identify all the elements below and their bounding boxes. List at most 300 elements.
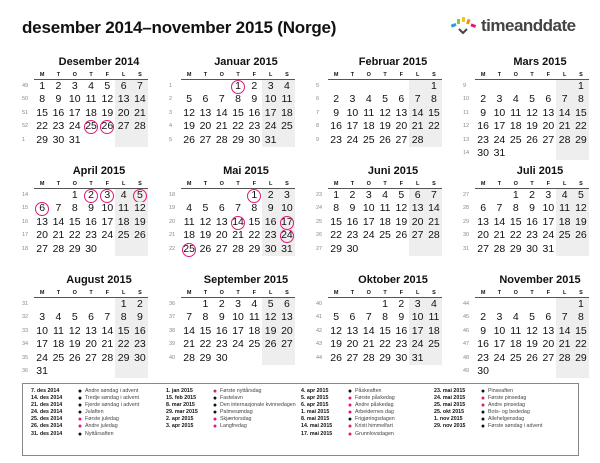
day-cell: 17 xyxy=(262,107,278,120)
day-cell: 7 xyxy=(132,80,148,93)
day-cell: 16 xyxy=(330,120,342,133)
holiday-name: Andre pinsedag xyxy=(488,402,526,409)
week-number: 16 xyxy=(22,218,29,225)
bullet-icon: ● xyxy=(77,430,83,438)
holiday-name: Skjærtorsdag xyxy=(220,416,252,423)
month-calendar xyxy=(316,165,458,256)
day-cell: 3 xyxy=(262,80,278,93)
holiday-date: 8. mai 2015 xyxy=(301,416,330,423)
weekday-header: M xyxy=(475,72,491,80)
day-cell: 14 xyxy=(101,324,114,337)
day-cell: 25 xyxy=(115,229,131,242)
day-cell: 15 xyxy=(248,215,261,228)
day-cell: 23 xyxy=(132,338,148,351)
weekday-header: F xyxy=(540,181,556,189)
empty-cell xyxy=(475,298,491,311)
day-cell: 22 xyxy=(199,338,212,351)
day-cell: 18 xyxy=(115,216,131,229)
day-cell: 24 xyxy=(68,120,81,133)
week-number: 9 xyxy=(316,136,320,143)
bullet-icon: ● xyxy=(77,409,83,417)
day-cell: 24 xyxy=(36,351,48,364)
day-cell: 27 xyxy=(542,351,555,364)
month-title: April 2015 xyxy=(72,165,126,177)
day-cell: 7 xyxy=(104,311,111,324)
day-cell: 13 xyxy=(477,215,489,228)
weekday-header: S xyxy=(573,290,589,298)
day-cell: 13 xyxy=(542,106,555,119)
bullet-icon: ● xyxy=(347,416,353,424)
week-number: 7 xyxy=(316,109,320,116)
empty-cell xyxy=(115,134,131,147)
day-cell: 8 xyxy=(202,311,209,324)
empty-cell xyxy=(540,365,556,378)
weekday-header: F xyxy=(99,72,115,80)
day-cell: 10 xyxy=(279,202,295,215)
holiday-date: 17. mai 2015 xyxy=(301,430,333,437)
bullet-icon: ● xyxy=(212,402,218,410)
week-number: 19 xyxy=(169,205,176,212)
weekday-header: M xyxy=(475,181,491,189)
day-cell: 21 xyxy=(409,120,425,133)
day-cell: 29 xyxy=(573,352,589,365)
day-cell: 15 xyxy=(379,324,391,337)
day-cell: 13 xyxy=(215,215,228,228)
day-cell: 14 xyxy=(409,107,425,120)
empty-cell xyxy=(377,80,393,93)
holiday-name: Bots- og bededag xyxy=(488,409,530,416)
weekday-header: F xyxy=(99,181,115,189)
empty-cell xyxy=(491,365,507,378)
weekday-header: F xyxy=(540,72,556,80)
day-cell: 11 xyxy=(556,202,572,215)
day-cell: 7 xyxy=(218,93,225,106)
empty-cell xyxy=(409,80,425,93)
day-cell: 13 xyxy=(36,215,48,228)
weekday-header: O xyxy=(214,72,230,80)
day-cell: 12 xyxy=(262,311,278,324)
empty-cell xyxy=(279,352,295,365)
weekday-header: O xyxy=(361,72,377,80)
month-title: Januar 2015 xyxy=(214,56,278,68)
bullet-icon: ● xyxy=(480,395,486,403)
day-cell: 19 xyxy=(68,338,81,351)
day-cell: 1 xyxy=(202,298,209,310)
week-number: 21 xyxy=(169,232,176,239)
day-cell: 16 xyxy=(215,324,228,337)
holiday-legend xyxy=(22,383,579,456)
day-cell: 16 xyxy=(248,106,261,119)
holiday-item xyxy=(301,409,435,416)
week-number: 32 xyxy=(22,314,29,321)
empty-cell xyxy=(426,243,442,256)
holiday-name: Grunnlovsdagen xyxy=(355,430,394,437)
holiday-column xyxy=(301,388,435,438)
day-cell: 5 xyxy=(333,311,340,324)
weekday-header: O xyxy=(508,290,524,298)
holiday-item xyxy=(301,402,435,409)
weekday-header: L xyxy=(115,290,131,298)
day-cell: 29 xyxy=(232,133,244,146)
month-calendar xyxy=(22,165,164,256)
bullet-icon: ● xyxy=(480,423,486,431)
day-cell: 14 xyxy=(556,325,572,338)
week-number: 14 xyxy=(22,192,29,198)
day-cell: 14 xyxy=(556,107,572,120)
day-cell: 28 xyxy=(556,134,572,147)
week-number: 36 xyxy=(22,367,29,374)
day-cell: 28 xyxy=(183,351,195,364)
day-cell: 30 xyxy=(132,352,148,365)
month-title: Desember 2014 xyxy=(58,56,140,68)
day-cell: 9 xyxy=(349,202,356,215)
week-number: 5 xyxy=(316,83,320,89)
empty-cell xyxy=(426,134,442,147)
empty-cell xyxy=(328,80,344,93)
day-cell: 28 xyxy=(232,242,244,255)
day-cell: 1 xyxy=(230,80,246,93)
day-cell: 1 xyxy=(71,189,78,201)
holiday-name: Kristi himmelfart xyxy=(355,423,393,430)
week-number: 41 xyxy=(316,314,323,321)
empty-cell xyxy=(508,147,524,160)
week-number: 45 xyxy=(463,314,470,321)
day-cell: 17 xyxy=(68,106,81,119)
week-number: 39 xyxy=(169,341,176,348)
day-cell: 9 xyxy=(480,324,487,337)
weekday-header: S xyxy=(132,181,148,189)
week-number: 27 xyxy=(463,192,470,198)
day-cell: 12 xyxy=(395,202,408,215)
weekday-header: T xyxy=(50,181,66,189)
empty-cell xyxy=(393,243,409,256)
weekday-header: O xyxy=(508,181,524,189)
empty-cell xyxy=(328,298,344,311)
day-cell: 30 xyxy=(477,364,489,377)
day-cell: 20 xyxy=(409,216,425,229)
empty-cell xyxy=(377,243,393,256)
day-cell: 30 xyxy=(85,242,97,255)
weekday-header: O xyxy=(214,181,230,189)
day-cell: 1 xyxy=(382,298,388,310)
day-cell: 19 xyxy=(573,216,589,229)
day-cell: 29 xyxy=(379,351,391,364)
empty-cell xyxy=(230,352,246,365)
day-cell: 19 xyxy=(379,120,391,133)
week-number: 4 xyxy=(169,123,173,130)
day-cell: 11 xyxy=(510,324,522,337)
month-calendar xyxy=(316,56,458,147)
week-number: 5 xyxy=(169,136,173,143)
day-cell: 18 xyxy=(509,338,522,351)
weekday-header: F xyxy=(393,72,409,80)
bullet-icon: ● xyxy=(212,388,218,395)
holiday-date: 21. des 2014 xyxy=(31,402,63,409)
week-number: 40 xyxy=(169,354,176,361)
day-cell: 3 xyxy=(496,93,503,106)
day-cell: 5 xyxy=(398,189,405,201)
weekday-header: L xyxy=(115,181,131,189)
weekday-header: T xyxy=(230,290,246,298)
day-cell: 25 xyxy=(362,133,375,146)
day-cell: 15 xyxy=(199,324,212,337)
day-cell: 5 xyxy=(202,202,209,215)
holiday-name: Første pinsedag xyxy=(488,395,527,402)
day-cell: 23 xyxy=(262,229,278,242)
day-cell: 28 xyxy=(556,352,572,365)
holiday-date: 25. mai 2015 xyxy=(434,402,466,409)
week-number: 38 xyxy=(169,327,176,334)
day-cell: 22 xyxy=(426,120,442,133)
empty-cell xyxy=(197,80,213,93)
day-cell: 10 xyxy=(542,202,555,215)
day-cell: 1 xyxy=(246,189,262,202)
empty-cell xyxy=(99,134,115,147)
day-cell: 21 xyxy=(132,107,148,120)
day-cell: 20 xyxy=(542,338,555,351)
empty-cell xyxy=(214,80,230,93)
holiday-name: Andre juledag xyxy=(85,423,118,430)
day-cell: 6 xyxy=(115,80,131,93)
day-cell: 4 xyxy=(512,93,519,106)
day-cell: 18 xyxy=(183,229,195,242)
day-cell: 31 xyxy=(68,133,81,146)
day-cell: 28 xyxy=(426,229,442,242)
day-cell: 14 xyxy=(426,202,442,215)
day-cell: 14 xyxy=(230,216,246,229)
day-cell: 11 xyxy=(363,106,375,119)
holiday-column xyxy=(31,388,165,438)
holiday-item xyxy=(31,416,165,423)
month-calendar xyxy=(316,274,458,365)
week-number: 42 xyxy=(316,327,323,334)
week-number: 10 xyxy=(463,96,470,103)
day-cell: 5 xyxy=(573,189,589,202)
day-cell: 22 xyxy=(573,338,589,351)
logo-icon xyxy=(450,17,478,35)
bullet-icon: ● xyxy=(480,388,486,395)
day-cell: 3 xyxy=(279,189,295,202)
day-cell: 16 xyxy=(477,120,489,133)
empty-cell xyxy=(475,189,491,202)
weekday-header: M xyxy=(328,181,344,189)
day-cell: 6 xyxy=(279,298,295,311)
weekday-header: F xyxy=(393,181,409,189)
day-cell: 10 xyxy=(68,93,81,106)
empty-cell xyxy=(573,365,589,378)
day-cell: 16 xyxy=(85,215,97,228)
weekday-header: T xyxy=(491,72,507,80)
day-cell: 14 xyxy=(52,215,65,228)
holiday-date: 25. okt 2015 xyxy=(434,409,465,416)
day-cell: 6 xyxy=(202,93,209,106)
day-cell: 10 xyxy=(262,93,278,106)
day-cell: 31 xyxy=(493,146,506,159)
day-cell: 4 xyxy=(382,189,388,201)
day-cell: 17 xyxy=(493,338,506,351)
empty-cell xyxy=(214,189,230,202)
holiday-date: 6. apr 2015 xyxy=(301,402,329,409)
holiday-item xyxy=(166,402,300,409)
day-cell: 18 xyxy=(279,107,295,120)
day-cell: 19 xyxy=(132,216,148,229)
empty-cell xyxy=(181,298,197,311)
month-title: September 2015 xyxy=(203,274,289,286)
empty-cell xyxy=(573,147,589,160)
weekday-header: T xyxy=(524,72,540,80)
empty-cell xyxy=(540,298,556,311)
day-cell: 10 xyxy=(493,106,506,119)
weekday-header: T xyxy=(230,181,246,189)
day-cell: 8 xyxy=(426,93,442,106)
week-number: 35 xyxy=(22,354,29,361)
week-number: 8 xyxy=(316,123,320,130)
day-cell: 25 xyxy=(52,351,65,364)
day-cell: 20 xyxy=(477,229,489,242)
day-cell: 3 xyxy=(545,189,552,201)
empty-cell xyxy=(99,365,115,378)
holiday-date: 15. feb 2015 xyxy=(166,395,197,402)
holiday-item xyxy=(31,423,165,430)
bullet-icon: ● xyxy=(212,409,218,417)
day-cell: 13 xyxy=(85,324,97,337)
day-cell: 18 xyxy=(362,120,375,133)
weekday-header: F xyxy=(246,72,262,80)
holiday-date: 29. nov 2015 xyxy=(434,423,466,430)
empty-cell xyxy=(540,147,556,160)
day-cell: 11 xyxy=(426,311,442,324)
day-cell: 27 xyxy=(36,242,48,255)
holiday-name: Den internasjonale kvinnedagen xyxy=(220,402,296,409)
weekday-header: O xyxy=(361,290,377,298)
day-cell: 9 xyxy=(529,202,535,215)
week-number: 22 xyxy=(169,245,176,252)
holiday-name: Første påskedag xyxy=(355,395,395,402)
day-cell: 1 xyxy=(333,189,340,201)
empty-cell xyxy=(491,298,507,311)
month-calendar xyxy=(463,56,600,160)
empty-cell xyxy=(181,189,197,202)
day-cell: 12 xyxy=(526,106,538,119)
day-cell: 16 xyxy=(395,324,408,337)
holiday-date: 23. mai 2015 xyxy=(434,388,466,394)
day-cell: 5 xyxy=(71,311,78,324)
day-cell: 29 xyxy=(330,242,342,255)
day-cell: 4 xyxy=(186,202,193,215)
holiday-date: 4. apr 2015 xyxy=(301,388,329,394)
day-cell: 29 xyxy=(509,242,522,255)
weekday-header: T xyxy=(377,290,393,298)
day-cell: 27 xyxy=(477,242,489,255)
week-number: 31 xyxy=(22,301,29,307)
weekday-header: T xyxy=(524,181,540,189)
day-cell: 21 xyxy=(426,216,442,229)
weekday-header: S xyxy=(573,72,589,80)
week-number: 28 xyxy=(463,205,470,212)
day-cell: 9 xyxy=(480,106,487,119)
day-cell: 2 xyxy=(83,189,99,202)
day-cell: 6 xyxy=(545,93,552,106)
empty-cell xyxy=(556,298,572,311)
day-cell: 23 xyxy=(395,338,408,351)
week-number: 36 xyxy=(169,301,176,307)
holiday-item xyxy=(31,388,165,395)
week-number: 34 xyxy=(22,341,29,348)
weekday-header: O xyxy=(67,290,83,298)
weekday-header: F xyxy=(99,290,115,298)
day-cell: 30 xyxy=(395,351,408,364)
day-cell: 10 xyxy=(36,324,48,337)
holiday-date: 7. des 2014 xyxy=(31,388,60,394)
weekday-header: T xyxy=(83,290,99,298)
day-cell: 11 xyxy=(248,311,260,324)
empty-cell xyxy=(393,80,409,93)
week-number: 33 xyxy=(22,327,29,334)
day-cell: 7 xyxy=(365,311,372,324)
day-cell: 20 xyxy=(199,120,212,133)
weekday-header: S xyxy=(573,181,589,189)
month-title: Juni 2015 xyxy=(367,165,419,177)
empty-cell xyxy=(491,189,507,202)
holiday-item xyxy=(301,431,435,438)
day-cell: 24 xyxy=(542,229,555,242)
empty-cell xyxy=(83,134,99,147)
day-cell: 16 xyxy=(526,215,538,228)
day-cell: 13 xyxy=(542,324,555,337)
empty-cell xyxy=(115,243,131,256)
empty-cell xyxy=(132,365,148,378)
day-cell: 12 xyxy=(330,324,342,337)
day-cell: 15 xyxy=(573,107,589,120)
month-calendar xyxy=(22,56,164,147)
holiday-name: Andre påskedag xyxy=(355,402,394,409)
day-cell: 8 xyxy=(251,202,258,215)
empty-cell xyxy=(50,298,66,311)
day-cell: 28 xyxy=(409,134,425,147)
day-cell: 10 xyxy=(346,106,359,119)
day-cell: 3 xyxy=(71,80,78,92)
day-cell: 8 xyxy=(333,202,340,215)
holiday-item xyxy=(301,416,435,423)
day-cell: 25 xyxy=(248,338,261,351)
bullet-icon: ● xyxy=(347,388,353,395)
day-cell: 31 xyxy=(262,134,278,147)
day-cell: 9 xyxy=(251,93,258,106)
weekday-header: L xyxy=(409,290,425,298)
week-number: 11 xyxy=(463,109,469,116)
day-cell: 25 xyxy=(181,243,197,256)
day-cell: 30 xyxy=(346,242,359,255)
day-cell: 30 xyxy=(215,351,228,364)
weekday-header: T xyxy=(50,72,66,80)
day-cell: 13 xyxy=(395,106,408,119)
bullet-icon: ● xyxy=(212,423,218,431)
weekday-header: L xyxy=(556,181,572,189)
day-cell: 4 xyxy=(115,189,131,202)
holiday-date: 14. des 2014 xyxy=(31,395,63,402)
day-cell: 3 xyxy=(496,311,503,324)
day-cell: 30 xyxy=(526,242,538,255)
weekday-header: T xyxy=(524,290,540,298)
day-cell: 6 xyxy=(218,202,225,215)
day-cell: 4 xyxy=(88,80,94,92)
weekday-header: T xyxy=(197,181,213,189)
day-cell: 7 xyxy=(556,93,572,106)
month-title: Februar 2015 xyxy=(358,56,428,68)
day-cell: 22 xyxy=(36,120,48,133)
month-title: Oktober 2015 xyxy=(358,274,428,286)
day-cell: 20 xyxy=(85,338,97,351)
